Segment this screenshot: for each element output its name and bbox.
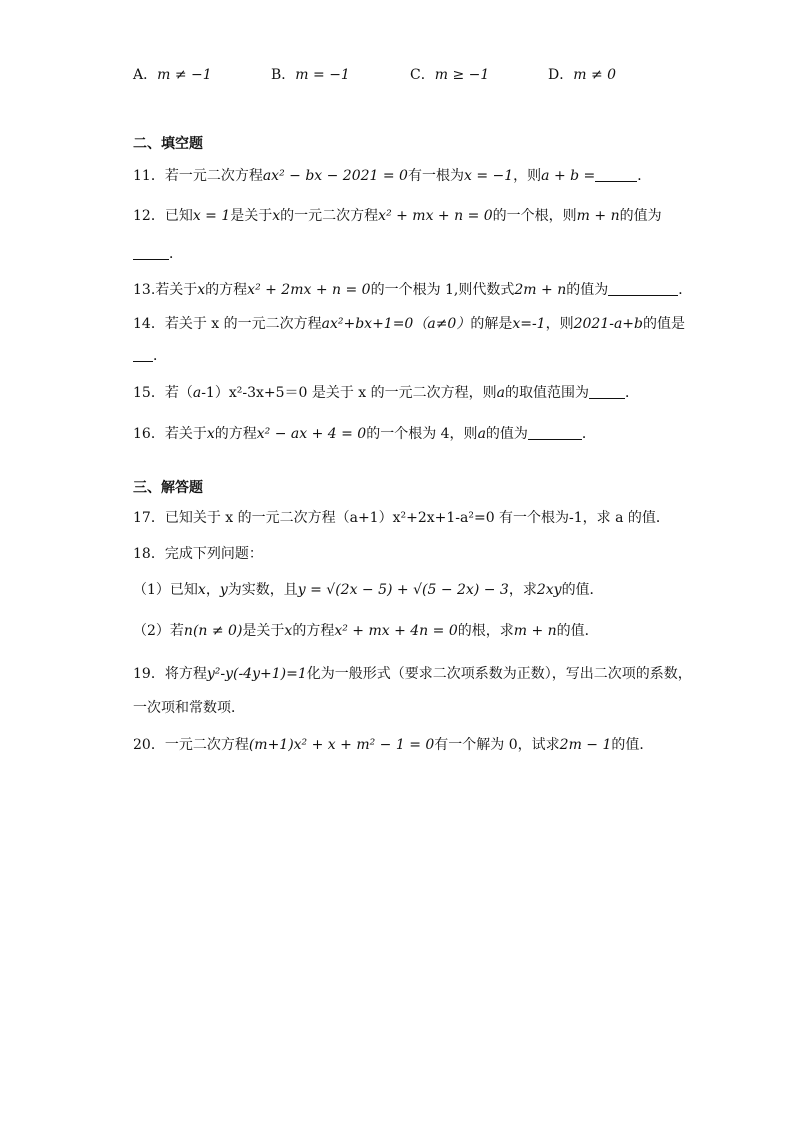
section-title-solve: 三、解答题	[133, 480, 203, 496]
choice-d[interactable]: D．m ≠ 0	[548, 67, 617, 83]
answer-blank[interactable]	[608, 281, 678, 296]
answer-blank[interactable]	[589, 384, 625, 399]
question-14: 14．若关于 x 的一元二次方程ax²+bx+1=0（a≠0）的解是x=-1，则2021-a+b的值是	[133, 316, 685, 332]
section-title-fill: 二、填空题	[133, 136, 203, 152]
choice-b[interactable]: B．m = −1	[271, 67, 350, 83]
answer-blank[interactable]	[133, 347, 153, 362]
question-16: 16．若关于x的方程x² − ax + 4 = 0的一个根为 4，则a的值为 ．	[133, 426, 596, 442]
question-18-title: 18．完成下列问题：	[133, 546, 263, 562]
answer-blank[interactable]	[595, 167, 637, 182]
question-18-part-2: （2）若n(n ≠ 0)是关于x的方程x² + mx + 4n = 0的根，求m + n的值．	[133, 623, 599, 639]
choice-c[interactable]: C．m ≥ −1	[410, 67, 490, 83]
question-12-continued: ．	[133, 244, 183, 264]
choice-row	[133, 64, 653, 84]
answer-blank[interactable]	[528, 425, 582, 440]
question-17: 17．已知关于 x 的一元二次方程（a+1）x²+2x+1-a²=0 有一个根为-1，求 a 的值．	[133, 510, 670, 526]
question-19-continued: 一次项和常数项．	[133, 700, 245, 716]
question-11: 11．若一元二次方程ax² − bx − 2021 = 0有一根为x = −1，则a + b = ．	[133, 168, 652, 184]
answer-blank[interactable]	[133, 245, 169, 260]
question-15: 15．若（a-1）x²-3x+5＝0 是关于 x 的一元二次方程，则a的取值范围为 ．	[133, 385, 640, 401]
question-13: 13.若关于x的方程x² + 2mx + n = 0的一个根为 1,则代数式2m + n的值为 ．	[133, 282, 693, 298]
question-18-part-1: （1）已知x，y为实数，且y = √(2x − 5) + √(5 − 2x) − 3，求2xy的值．	[133, 582, 604, 598]
question-20: 20．一元二次方程(m+1)x² + x + m² − 1 = 0有一个解为 0，试求2m − 1的值．	[133, 737, 654, 753]
question-12: 12．已知x = 1是关于x的一元二次方程x² + mx + n = 0的一个根，则m + n的值为	[133, 208, 662, 224]
question-14-continued: ．	[133, 346, 167, 366]
question-19: 19．将方程y²-y(-4y+1)=1化为一般形式（要求二次项系数为正数），写出二次项的系数，	[133, 666, 692, 682]
choice-a[interactable]: A．m ≠ −1	[133, 67, 212, 83]
